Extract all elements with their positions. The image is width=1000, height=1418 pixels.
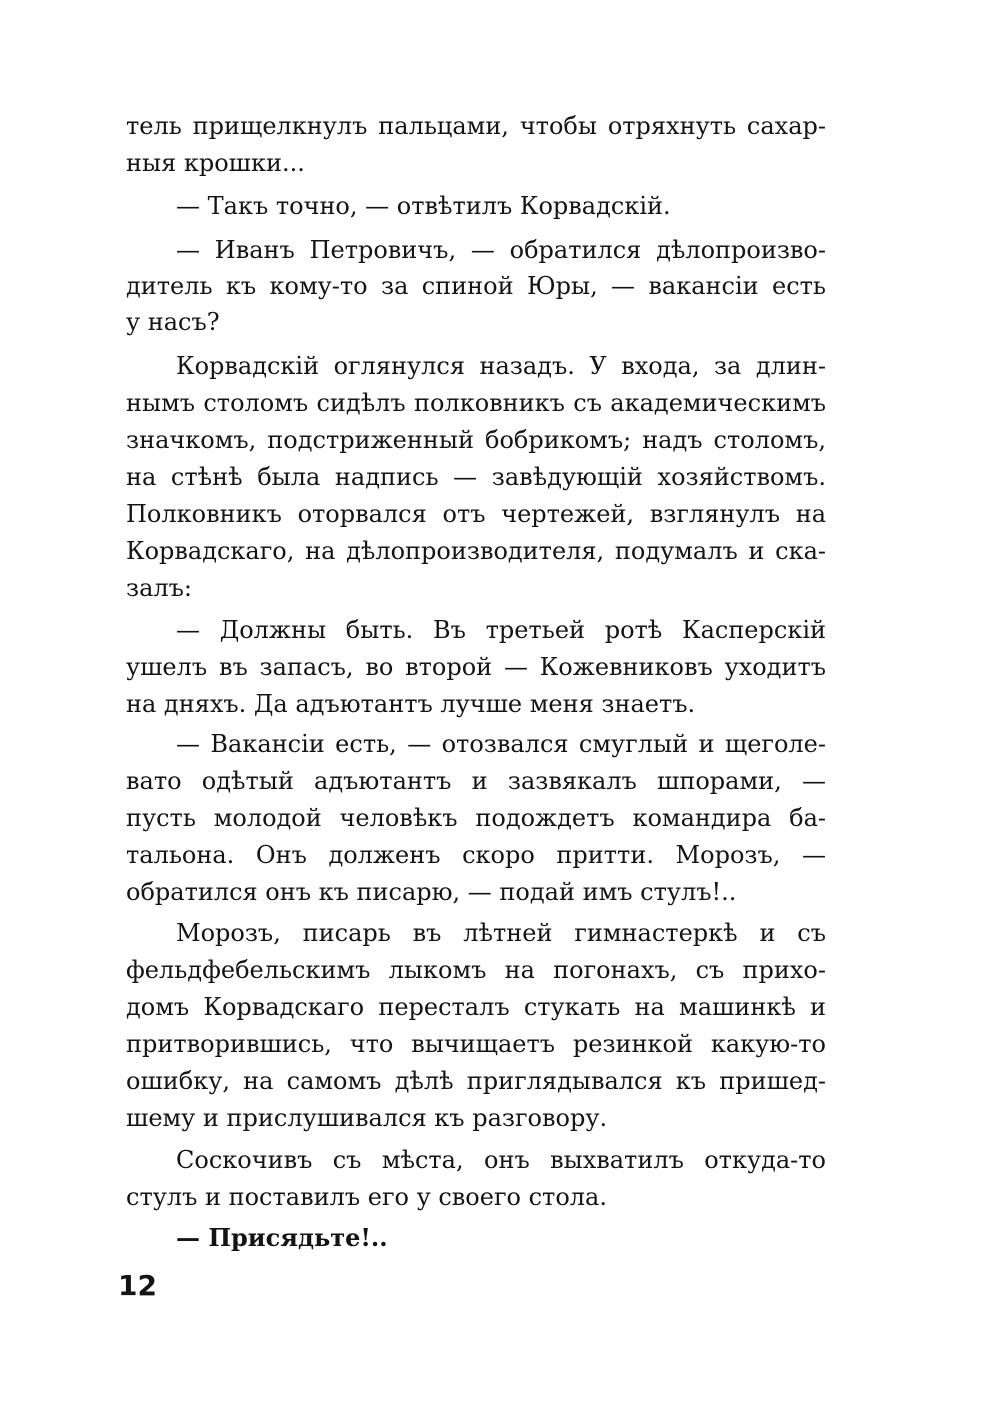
text-line: фельдфебельскимъ лыкомъ на погонахъ, съ прихо- [126, 956, 826, 984]
text-line: Корвадскій оглянулся назадъ. У входа, за длин- [176, 352, 826, 380]
text-line: значкомъ, подстриженный бобрикомъ; надъ столомъ, [126, 426, 826, 454]
text-line: — Такъ точно, — отвѣтилъ Корвадскій. [176, 192, 671, 220]
text-line: ныя крошки... [126, 149, 305, 177]
text-line: на дняхъ. Да адъютантъ лучше меня знаетъ. [126, 690, 696, 718]
text-line: — Иванъ Петровичъ, — обратился дѣлопроизво- [176, 236, 826, 264]
text-line: у насъ? [126, 308, 220, 336]
text-line: шему и прислушивался къ разговору. [126, 1104, 608, 1132]
text-line: дитель къ кому-то за спиной Юры, — вакансіи есть [126, 272, 826, 300]
text-line: домъ Корвадскаго пересталъ стукать на машинкѣ и [126, 993, 826, 1021]
text-line: вато одѣтый адъютантъ и зазвякалъ шпорами, — [126, 767, 826, 795]
text-line: пусть молодой человѣкъ подождетъ командира ба- [126, 804, 826, 832]
text-line: Соскочивъ съ мѣста, онъ выхватилъ откуда-то [176, 1146, 826, 1174]
text-line: притворившись, что вычищаетъ резинкой какую-то [126, 1030, 826, 1058]
text-line: — Вакансіи есть, — отозвался смуглый и щеголе- [176, 730, 826, 758]
text-line: — Должны быть. Въ третьей ротѣ Касперскій [176, 616, 826, 644]
text-line: залъ: [126, 574, 192, 602]
text-line: тальона. Онъ долженъ скоро притти. Морозъ, — [126, 841, 826, 869]
text-line: Морозъ, писарь въ лѣтней гимнастеркѣ и съ [176, 919, 826, 947]
text-line: на стѣнѣ была надпись — завѣдующій хозяйствомъ. [126, 463, 826, 491]
text-line: Корвадскаго, на дѣлопроизводителя, подумалъ и ска- [126, 537, 826, 565]
text-line: — Присядьте!.. [176, 1223, 388, 1252]
text-line: Полковникъ оторвался отъ чертежей, взглянулъ на [126, 500, 826, 528]
text-line: нымъ столомъ сидѣлъ полковникъ съ академическимъ [126, 389, 826, 417]
text-line: обратился онъ къ писарю, — подай имъ стулъ!.. [126, 878, 737, 906]
text-line: стулъ и поставилъ его у своего стола. [126, 1183, 607, 1211]
text-line: тель прищелкнулъ пальцами, чтобы отряхнуть сахар- [126, 112, 826, 140]
page-number: 12 [118, 1269, 157, 1302]
text-line: ушелъ въ запасъ, во второй — Кожевниковъ уходитъ [126, 653, 826, 681]
text-line: ошибку, на самомъ дѣлѣ приглядывался къ пришед- [126, 1067, 826, 1095]
